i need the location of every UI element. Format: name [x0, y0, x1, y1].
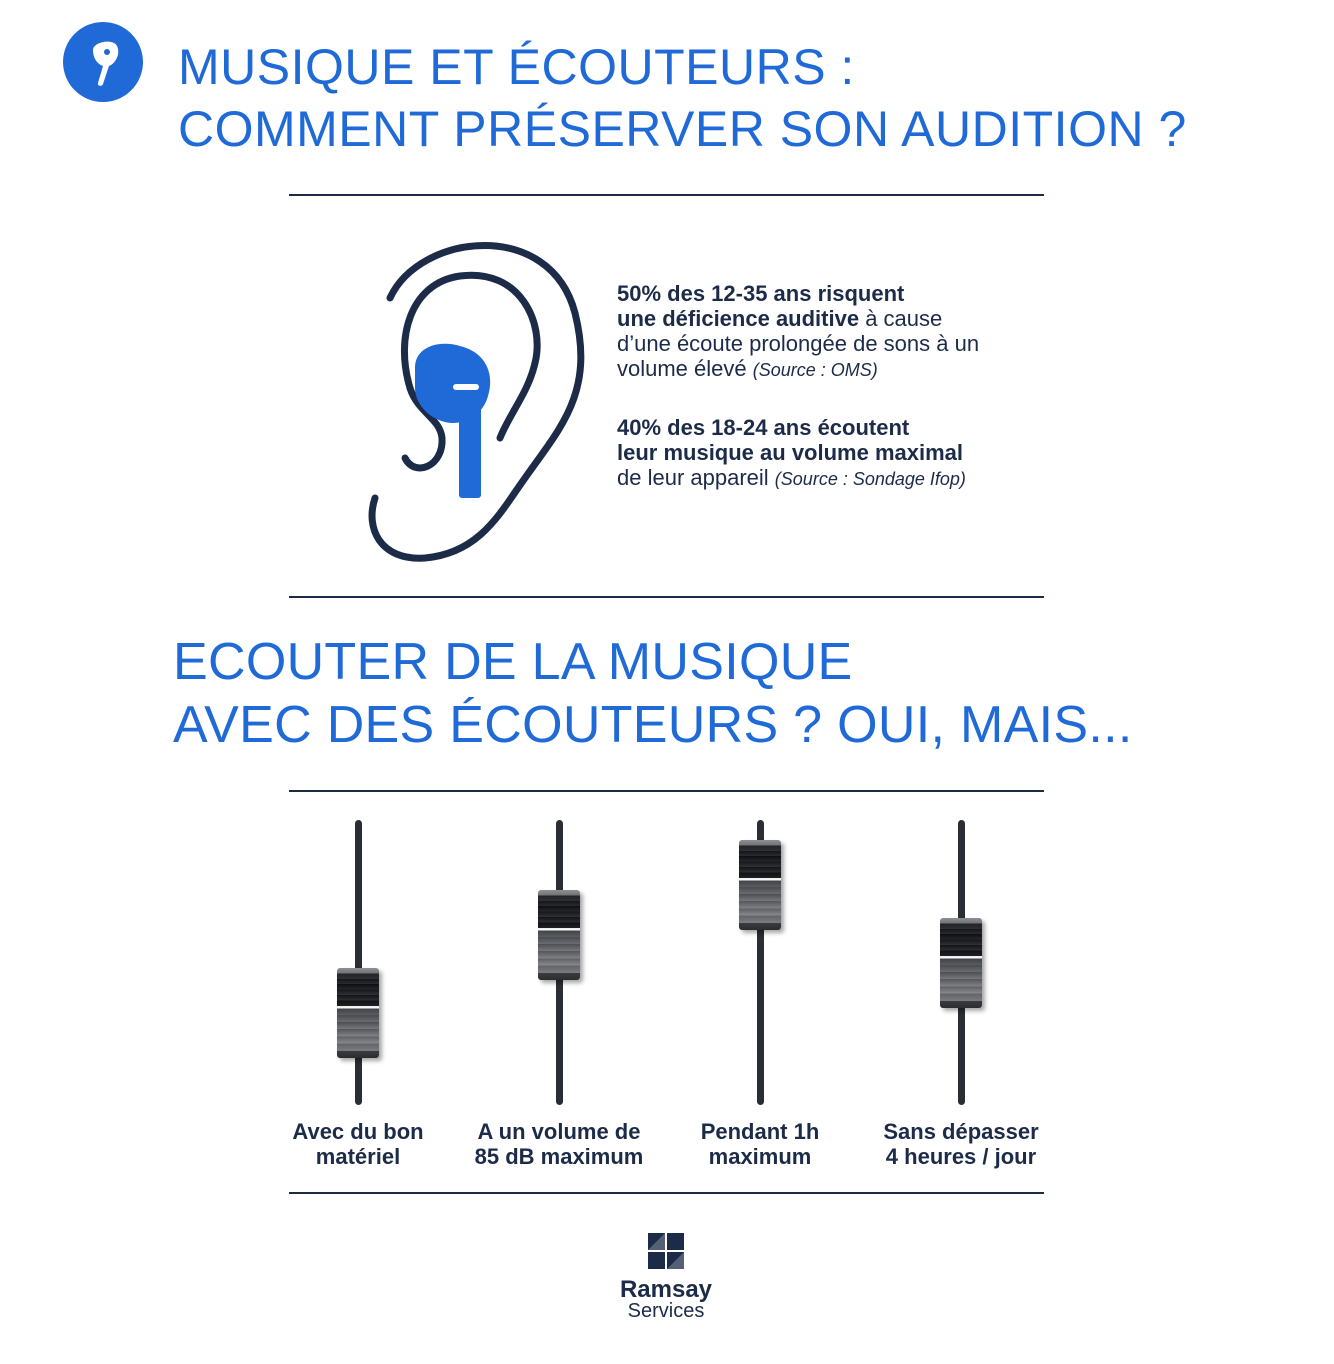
fader-track	[355, 820, 362, 1105]
section-title-line-2: AVEC DES ÉCOUTEURS ? OUI, MAIS...	[173, 696, 1133, 754]
fader-label-line-2: matériel	[315, 1144, 401, 1169]
divider	[289, 194, 1044, 196]
header-badge-icon	[63, 22, 143, 102]
stat-2-source: (Source : Sondage Ifop)	[774, 469, 966, 489]
stat-1-highlight-2: une déficience auditive	[617, 306, 860, 331]
stat-1-highlight-1: 50% des 12-35 ans risquent	[617, 281, 905, 306]
stat-1-source: (Source : OMS)	[752, 360, 878, 380]
stat-2-highlight-1: 40% des 18-24 ans écoutent	[617, 415, 910, 440]
fader-knob	[739, 840, 781, 930]
fader-label-line-2: 4 heures / jour	[885, 1144, 1037, 1169]
fader-label-line-2: 85 dB maximum	[474, 1144, 644, 1169]
fader-label-line-1: Sans dépasser	[883, 1119, 1039, 1144]
ear-with-earbud-icon	[360, 228, 600, 568]
fader-knob	[337, 968, 379, 1058]
page-title-line-2: COMMENT PRÉSERVER SON AUDITION ?	[178, 101, 1187, 157]
fader-label-line-1: Pendant 1h	[700, 1119, 820, 1144]
fader-label-line-1: Avec du bon	[292, 1119, 424, 1144]
section-title-line-1: ECOUTER DE LA MUSIQUE	[173, 633, 853, 691]
fader-label-line-1: A un volume de	[477, 1119, 641, 1144]
page-title-line-1: MUSIQUE ET ÉCOUTEURS :	[178, 39, 855, 95]
fader-label	[253, 1119, 463, 1169]
fader-knob	[538, 890, 580, 980]
logo-subtitle: Services	[627, 1300, 705, 1322]
earbud-icon	[63, 22, 143, 102]
stat-block-2	[617, 415, 1057, 492]
stat-1-text-2: d’une écoute prolongée de sons à un	[617, 331, 980, 356]
fader-label	[454, 1119, 664, 1169]
fader-knob	[940, 918, 982, 1008]
logo-name: Ramsay	[619, 1276, 713, 1303]
divider	[289, 1192, 1044, 1194]
stat-1-text-3: volume élevé	[617, 356, 753, 381]
stat-1-text-1: à cause	[859, 306, 943, 331]
fader-label	[856, 1119, 1066, 1169]
fader-label	[655, 1119, 865, 1169]
stat-2-highlight-2: leur musique au volume maximal	[617, 440, 964, 465]
divider	[289, 790, 1044, 792]
divider	[289, 596, 1044, 598]
ramsay-logo-icon	[648, 1233, 684, 1269]
stat-2-text-1: de leur appareil	[617, 465, 769, 490]
stat-block-1	[617, 281, 1057, 383]
fader-label-line-2: maximum	[708, 1144, 812, 1169]
